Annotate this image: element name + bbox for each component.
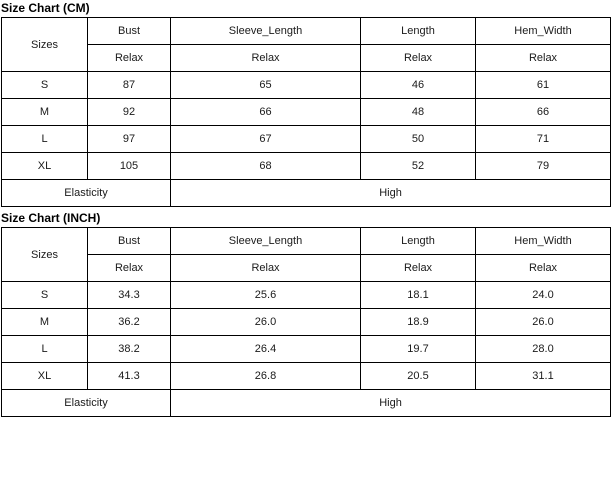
- cell-sleeve-length: 26.8: [171, 363, 361, 390]
- table-row: [2, 153, 611, 180]
- table-fit-row: [2, 45, 611, 72]
- cell-bust: 97: [88, 126, 171, 153]
- elasticity-value: High: [171, 390, 611, 417]
- size-chart-cm-title: Size Chart (CM): [1, 1, 90, 15]
- cell-hem-width: 26.0: [476, 309, 611, 336]
- cell-sleeve-length: 65: [171, 72, 361, 99]
- size-chart-inch-title: Size Chart (INCH): [1, 211, 101, 225]
- fit-length: Relax: [361, 45, 476, 72]
- cell-length: 48: [361, 99, 476, 126]
- cell-length: 18.9: [361, 309, 476, 336]
- cell-hem-width: 71: [476, 126, 611, 153]
- row-size-label: M: [2, 309, 88, 336]
- cell-bust: 38.2: [88, 336, 171, 363]
- cell-bust: 105: [88, 153, 171, 180]
- row-size-label: XL: [2, 363, 88, 390]
- cell-hem-width: 66: [476, 99, 611, 126]
- cell-bust: 34.3: [88, 282, 171, 309]
- elasticity-value: High: [171, 180, 611, 207]
- row-size-label: S: [2, 72, 88, 99]
- fit-bust: Relax: [88, 255, 171, 282]
- table-row: [2, 336, 611, 363]
- cell-length: 19.7: [361, 336, 476, 363]
- cell-sleeve-length: 67: [171, 126, 361, 153]
- cell-hem-width: 61: [476, 72, 611, 99]
- header-sizes: Sizes: [2, 18, 88, 72]
- cell-sleeve-length: 26.4: [171, 336, 361, 363]
- row-size-label: L: [2, 126, 88, 153]
- fit-sleeve-length: Relax: [171, 45, 361, 72]
- cell-length: 50: [361, 126, 476, 153]
- cell-hem-width: 24.0: [476, 282, 611, 309]
- cell-length: 52: [361, 153, 476, 180]
- cell-bust: 92: [88, 99, 171, 126]
- table-header-row: [2, 228, 611, 255]
- row-size-label: L: [2, 336, 88, 363]
- table-row: [2, 126, 611, 153]
- table-row: [2, 309, 611, 336]
- cell-sleeve-length: 68: [171, 153, 361, 180]
- cell-hem-width: 79: [476, 153, 611, 180]
- table-row: [2, 72, 611, 99]
- cell-hem-width: 28.0: [476, 336, 611, 363]
- fit-hem-width: Relax: [476, 45, 611, 72]
- header-bust: Bust: [88, 18, 171, 45]
- cell-hem-width: 31.1: [476, 363, 611, 390]
- cell-sleeve-length: 26.0: [171, 309, 361, 336]
- header-sleeve-length: Sleeve_Length: [171, 228, 361, 255]
- fit-bust: Relax: [88, 45, 171, 72]
- size-chart-inch-table: [1, 227, 611, 417]
- elasticity-label: Elasticity: [2, 390, 171, 417]
- header-length: Length: [361, 228, 476, 255]
- table-header-row: [2, 18, 611, 45]
- table-row: [2, 99, 611, 126]
- header-length: Length: [361, 18, 476, 45]
- cell-sleeve-length: 25.6: [171, 282, 361, 309]
- elasticity-row: [2, 180, 611, 207]
- fit-hem-width: Relax: [476, 255, 611, 282]
- header-sizes: Sizes: [2, 228, 88, 282]
- row-size-label: XL: [2, 153, 88, 180]
- row-size-label: S: [2, 282, 88, 309]
- fit-length: Relax: [361, 255, 476, 282]
- cell-length: 20.5: [361, 363, 476, 390]
- cell-bust: 87: [88, 72, 171, 99]
- fit-sleeve-length: Relax: [171, 255, 361, 282]
- cell-bust: 36.2: [88, 309, 171, 336]
- table-row: [2, 363, 611, 390]
- table-fit-row: [2, 255, 611, 282]
- header-hem-width: Hem_Width: [476, 18, 611, 45]
- cell-length: 18.1: [361, 282, 476, 309]
- header-hem-width: Hem_Width: [476, 228, 611, 255]
- table-row: [2, 282, 611, 309]
- size-chart-cm-table: [1, 17, 611, 207]
- cell-sleeve-length: 66: [171, 99, 361, 126]
- elasticity-label: Elasticity: [2, 180, 171, 207]
- cell-length: 46: [361, 72, 476, 99]
- header-sleeve-length: Sleeve_Length: [171, 18, 361, 45]
- header-bust: Bust: [88, 228, 171, 255]
- row-size-label: M: [2, 99, 88, 126]
- elasticity-row: [2, 390, 611, 417]
- cell-bust: 41.3: [88, 363, 171, 390]
